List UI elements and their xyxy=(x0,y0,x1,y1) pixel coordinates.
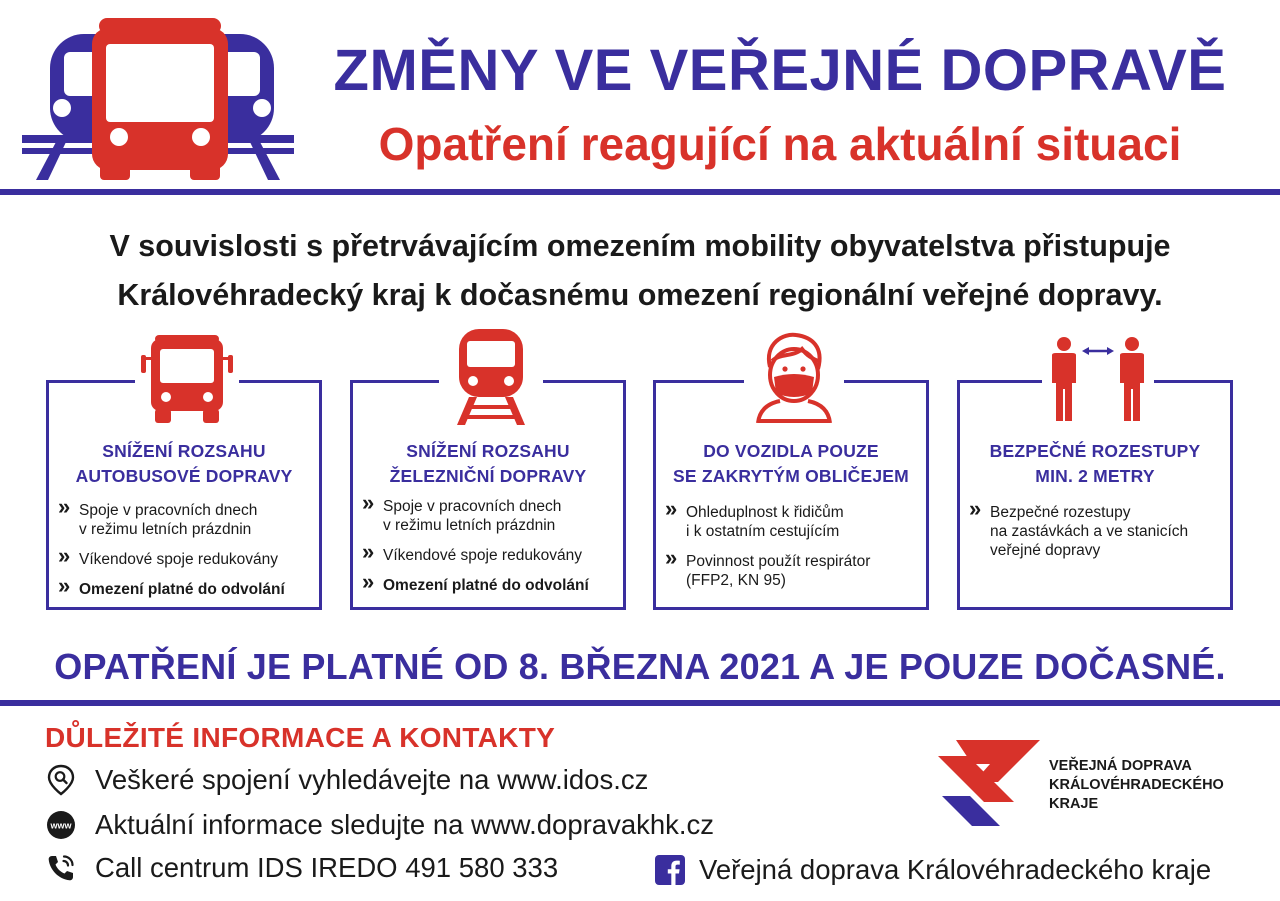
contact-web xyxy=(45,808,714,842)
card-distance-title-line-1: BEZPEČNÉ ROZESTUPY xyxy=(989,441,1201,461)
brand-logo xyxy=(938,740,1040,826)
social-distance-icon xyxy=(1048,337,1148,421)
brand-name xyxy=(1049,757,1224,814)
list-item-line: » Povinnost použít respirátor xyxy=(686,553,871,570)
contact-idos-text: Veškeré spojení vyhledávejte na www.idos.cz xyxy=(95,764,649,795)
card-train-title xyxy=(353,439,623,489)
card-bus xyxy=(46,380,322,610)
list-item-line: v režimu letních prázdnin xyxy=(383,517,556,534)
page-subtitle: Opatření reagující na aktuální situaci xyxy=(378,118,1182,170)
brand-line-1: VEŘEJNÁ DOPRAVA xyxy=(1049,758,1192,774)
list-item xyxy=(57,550,313,569)
intro-line-2: Královéhradecký kraj k dočasnému omezení regionální veřejné dopravy. xyxy=(117,278,1163,312)
facebook-icon xyxy=(655,855,685,885)
info-heading: DŮLEŽITÉ INFORMACE A KONTAKTY xyxy=(45,722,556,753)
phone-icon xyxy=(45,852,77,884)
list-item xyxy=(664,503,920,541)
list-item-line: na zastávkách a ve stanicích xyxy=(990,523,1189,540)
card-mask-title-line-2: SE ZAKRYTÝM OBLIČEJEM xyxy=(673,466,909,486)
list-item xyxy=(968,503,1224,560)
face-mask-icon xyxy=(754,331,834,423)
list-item-line: veřejné dopravy xyxy=(990,542,1101,559)
contact-web-text: Aktuální informace sledujte na www.dopravakhk.cz xyxy=(95,809,715,840)
bus-icon xyxy=(139,335,235,425)
page-title: ZMĚNY VE VEŘEJNÉ DOPRAVĚ xyxy=(333,38,1227,103)
divider-top xyxy=(0,189,1280,195)
contact-phone-text: Call centrum IDS IREDO 491 580 333 xyxy=(95,852,559,883)
facebook-text: Veřejná doprava Královéhradeckého kraje xyxy=(699,854,1212,885)
card-bus-title xyxy=(49,439,319,489)
card-distance xyxy=(957,380,1233,610)
intro-line-1: V souvislosti s přetrvávajícím omezením mobility obyvatelstva přistupuje xyxy=(109,229,1171,263)
validity-notice: OPATŘENÍ JE PLATNÉ OD 8. BŘEZNA 2021 A JE POUZE DOČASNÉ. xyxy=(54,646,1226,687)
www-icon xyxy=(45,809,77,841)
card-mask-title-line-1: DO VOZIDLA POUZE xyxy=(703,441,879,461)
list-item-line: » Víkendové spoje redukovány xyxy=(79,551,279,568)
list-item xyxy=(57,501,313,539)
card-distance-list xyxy=(968,503,1224,571)
card-bus-title-line-1: SNÍŽENÍ ROZSAHU xyxy=(102,441,266,461)
list-item xyxy=(57,580,313,599)
list-item-line: » Spoje v pracovních dnech xyxy=(383,498,562,515)
intro-text xyxy=(20,222,1260,320)
card-train-title-line-2: ŽELEZNIČNÍ DOPRAVY xyxy=(389,466,587,486)
divider-bottom xyxy=(0,700,1280,706)
brand-line-3: KRAJE xyxy=(1049,796,1099,812)
list-item-line: v režimu letních prázdnin xyxy=(79,521,252,538)
list-item-line: » Víkendové spoje redukovány xyxy=(383,547,583,564)
card-distance-title-line-2: MIN. 2 METRY xyxy=(1035,466,1155,486)
card-train xyxy=(350,380,626,610)
list-item-line: » Spoje v pracovních dnech xyxy=(79,502,258,519)
list-item xyxy=(361,497,617,535)
list-item-line: » Bezpečné rozestupy xyxy=(990,504,1131,521)
list-item-line: » Omezení platné do odvolání xyxy=(383,577,589,594)
card-distance-title xyxy=(960,439,1230,489)
list-item-line: » Ohleduplnost k řidičům xyxy=(686,504,844,521)
card-bus-title-line-2: AUTOBUSOVÉ DOPRAVY xyxy=(75,466,293,486)
card-train-list xyxy=(361,497,617,606)
contact-phone xyxy=(45,851,558,885)
brand-line-2: KRÁLOVÉHRADECKÉHO xyxy=(1049,777,1224,793)
card-bus-list xyxy=(57,501,313,610)
contact-idos xyxy=(45,763,648,797)
list-item-line: (FFP2, KN 95) xyxy=(686,572,786,589)
card-mask xyxy=(653,380,929,610)
card-train-title-line-1: SNÍŽENÍ ROZSAHU xyxy=(406,441,570,461)
list-item-line: i k ostatním cestujícím xyxy=(686,523,840,540)
train-icon xyxy=(451,329,531,425)
bus-and-train-icon xyxy=(22,18,294,180)
list-item xyxy=(361,546,617,565)
list-item xyxy=(361,576,617,595)
svg-text:www: www xyxy=(50,820,72,831)
facebook-link[interactable] xyxy=(655,852,1211,888)
search-pin-icon xyxy=(45,764,77,796)
card-mask-title xyxy=(656,439,926,489)
card-mask-list xyxy=(664,503,920,601)
list-item-line: » Omezení platné do odvolání xyxy=(79,581,285,598)
list-item xyxy=(664,552,920,590)
